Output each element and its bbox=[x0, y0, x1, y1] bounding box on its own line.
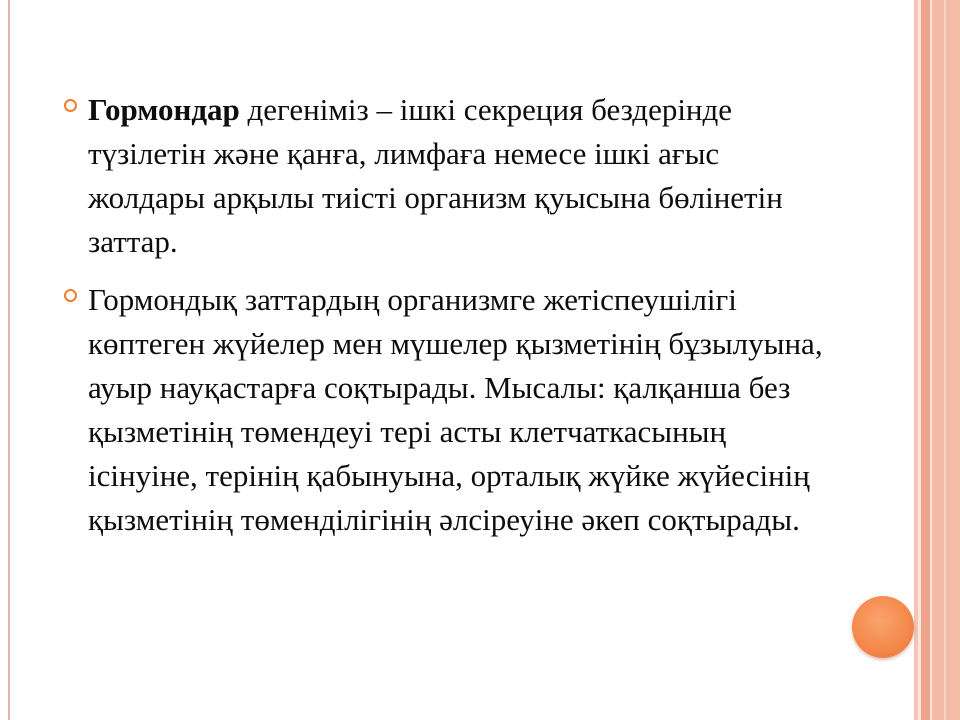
slide-content bbox=[64, 88, 824, 556]
stripe bbox=[921, 0, 930, 720]
decorative-orange-circle bbox=[852, 596, 914, 658]
bullet-lead-term: Гормондар bbox=[88, 92, 240, 127]
stripe bbox=[944, 0, 946, 720]
bullet-item bbox=[64, 88, 824, 264]
decorative-right-stripes bbox=[914, 0, 960, 720]
bullet-ring-icon bbox=[64, 289, 77, 302]
bullet-ring-icon bbox=[64, 99, 77, 112]
stripe bbox=[938, 0, 960, 720]
bullet-text: Гормондық заттардың организмге жетіспеушілігі көптеген жүйелер мен мүшелер қызметінің бұзылуына, ауыр науқастарға соқтырады. Мысалы: қалқанша без қызметінің төмендеуі тері асты клетчаткасының ісінуіне, терінің қабынуына, орталық жүйке жүйесінің қызметінің төменділігінің әлсіреуіне әкеп соқтырады. bbox=[88, 282, 823, 537]
slide-left-border bbox=[8, 0, 10, 720]
bullet-text: дегеніміз – ішкі секреция бездерінде түзілетін және қанға, лимфаға немесе ішкі ағыс жолдары арқылы тиісті организм қуысына бөлінетін заттар. bbox=[88, 92, 783, 259]
bullet-item bbox=[64, 278, 824, 542]
